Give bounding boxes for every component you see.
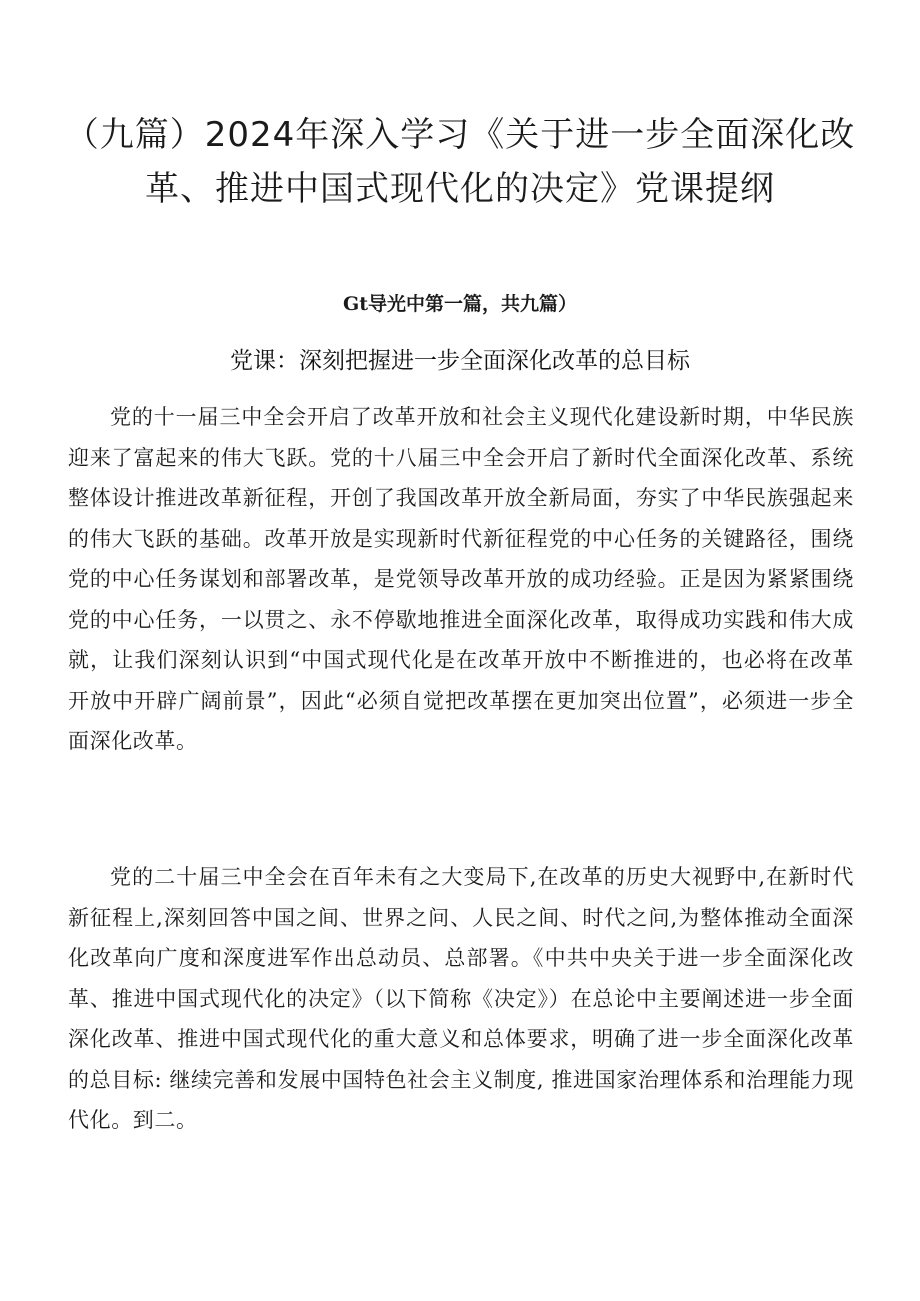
body-paragraph-2: 党的二十届三中全会在百年未有之大变局下,在改革的历史大视野中,在新时代新征程上,深刻回答中国之间、世界之问、人民之间、时代之问,为整体推动全面深化改革向广度和深度进军作出总动员、总部署。《中共中央关于进一步全面深化改革、推进中国式现代化的决定》（以下简称《决定》）在总论中主要阐述进一步全面深化改革、推进中国式现代化的重大意义和总体要求，明确了进一步全面深化改革的总目标: 继续完善和发展中国特色社会主义制度, 推进国家治理体系和治理能力现代化。到二。 bbox=[68, 865, 854, 1132]
lesson-title: 党课：深刻把握进一步全面深化改革的总目标 bbox=[230, 348, 690, 374]
body-paragraph-1: 党的十一届三中全会开启了改革开放和社会主义现代化建设新时期，中华民族迎来了富起来的伟大飞跃。党的十八届三中全会开启了新时代全面深化改革、系统整体设计推进改革新征程，开创了我国改革开放全新局面，夯实了中华民族强起来的伟大飞跃的基础。改革开放是实现新时代新征程党的中心任务的关键路径，围绕党的中心任务谋划和部署改革，是党领导改革开放的成功经验。正是因为紧紧围绕党的中心任务，一以贯之、永不停歇地推进全面深化改革，取得成功实践和伟大成就，让我们深刻认识到“中国式现代化是在改革开放中不断推进的，也必将在改革开放中开辟广阔前景”，因此“必须自觉把改革摆在更加突出位置”，必须进一步全面深化改革。 bbox=[68, 405, 854, 753]
part-label: Gt导光中第一篇，共九篇） bbox=[342, 293, 577, 315]
document-title: （九篇）2024年深入学习《关于进一步全面深化改革、推进中国式现代化的决定》党课提纲 bbox=[64, 115, 856, 209]
